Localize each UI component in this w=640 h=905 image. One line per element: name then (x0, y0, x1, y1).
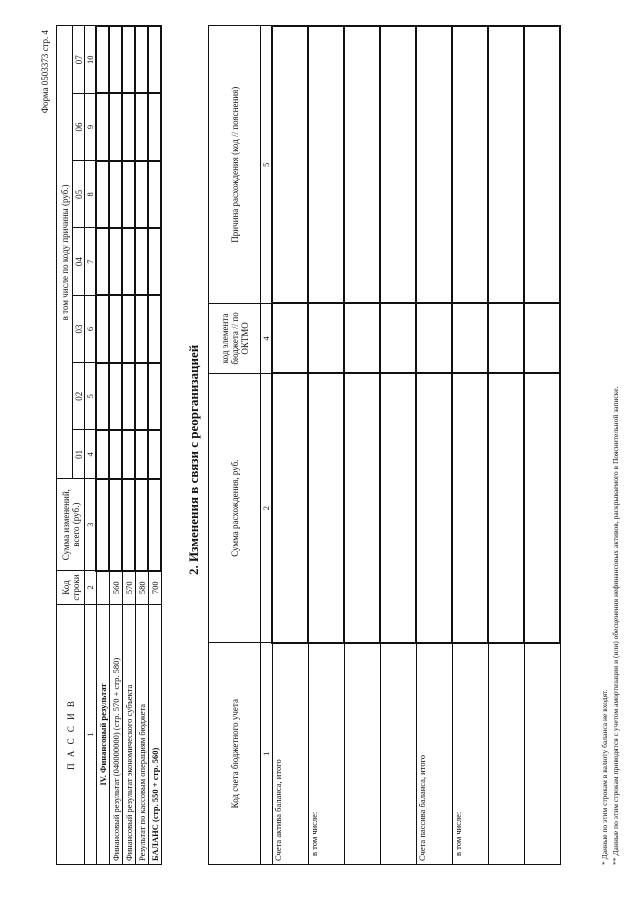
col-number: 4 (261, 304, 273, 374)
row-cell (122, 295, 135, 362)
row-cell (135, 93, 148, 160)
row-label: Счета актива баланса, итого (272, 643, 308, 865)
header-passiv: П А С С И В (57, 604, 85, 864)
row-cell (122, 430, 135, 479)
row-cell (122, 26, 135, 93)
row-cell (416, 373, 452, 642)
row-cell (488, 26, 524, 304)
row-cell (452, 373, 488, 642)
row-cell (135, 295, 148, 362)
row-cell (272, 26, 308, 304)
table-row (135, 26, 148, 865)
row-code: 570 (122, 571, 135, 605)
row-cell (488, 373, 524, 642)
header-sum: Сумма расхождения, руб. (209, 373, 261, 642)
row-cell (524, 373, 560, 642)
row-cell (135, 161, 148, 228)
col-number: 4 (85, 430, 97, 479)
row-cell (488, 304, 524, 374)
row-cell (109, 26, 122, 93)
row-cell (122, 161, 135, 228)
header-sum: Сумма изменений, всего (руб.) (57, 479, 85, 571)
row-cell (148, 93, 161, 160)
row-code (96, 571, 109, 605)
reason-code: 03 (73, 295, 85, 362)
row-label (344, 643, 380, 865)
col-number: 5 (261, 26, 273, 304)
row-cell (135, 430, 148, 479)
table-row (109, 26, 122, 865)
row-cell (109, 363, 122, 430)
col-number: 5 (85, 363, 97, 430)
row-cell (135, 26, 148, 93)
reason-code: 05 (73, 161, 85, 228)
row-label: БАЛАНС (стр. 550 + стр. 560) (148, 604, 161, 864)
table-row (524, 26, 560, 865)
reason-code: 06 (73, 93, 85, 160)
col-number: 1 (261, 643, 273, 865)
row-cell (109, 228, 122, 295)
col-number: 2 (85, 571, 97, 605)
col-number: 1 (85, 604, 97, 864)
row-cell (109, 295, 122, 362)
col-number: 2 (261, 373, 273, 642)
footnote-2: ** Данные по этим строкам приводятся с учетом амортизации и (или) обесценения нефинансовых активов, раскрываемого в Пояснительной записке. (611, 386, 620, 865)
row-cell (96, 228, 109, 295)
row-cell (148, 161, 161, 228)
row-label: в том числе: (452, 643, 488, 865)
row-cell (148, 479, 161, 571)
row-label: Финансовый результат (040000000) (стр. 570 + стр. 580) (109, 604, 122, 864)
row-cell (452, 26, 488, 304)
row-label: в том числе: (308, 643, 344, 865)
row-cell (416, 26, 452, 304)
row-cell (96, 430, 109, 479)
reason-code: 04 (73, 228, 85, 295)
row-cell (148, 363, 161, 430)
header-account: Код счета бюджетного учета (209, 643, 261, 865)
row-cell (122, 479, 135, 571)
table-row (122, 26, 135, 865)
row-cell (135, 228, 148, 295)
table-row (416, 26, 452, 865)
row-cell (148, 295, 161, 362)
row-cell (344, 373, 380, 642)
row-code: 700 (148, 571, 161, 605)
row-cell (524, 26, 560, 304)
row-cell (380, 304, 416, 374)
row-cell (344, 26, 380, 304)
row-label: Результат по кассовым операциям бюджета (135, 604, 148, 864)
row-label: IV. Финансовый результат (96, 604, 109, 864)
col-number: 7 (85, 228, 97, 295)
row-cell (109, 430, 122, 479)
col-number: 6 (85, 295, 97, 362)
row-cell (416, 304, 452, 374)
table-row (96, 26, 109, 865)
row-cell (148, 228, 161, 295)
row-cell (109, 161, 122, 228)
header-reason: Причина расхождения (код // пояснения) (209, 26, 261, 304)
row-cell (122, 363, 135, 430)
table-row (452, 26, 488, 865)
table-row (380, 26, 416, 865)
row-cell (96, 93, 109, 160)
footnote-1: * Данные по этим строкам в валюту баланса не входят. (600, 689, 609, 865)
row-cell (135, 363, 148, 430)
reason-code: 07 (73, 26, 85, 93)
row-cell (96, 363, 109, 430)
row-label: Счета пассива баланса, итого (416, 643, 452, 865)
table-row (148, 26, 161, 865)
row-label (524, 643, 560, 865)
row-cell (96, 479, 109, 571)
row-cell (272, 304, 308, 374)
header-code: Код строки (57, 571, 85, 605)
row-cell (96, 26, 109, 93)
row-label: Финансовый результат экономического субъекта (122, 604, 135, 864)
form-label: Форма 0503373 стр. 4 (40, 30, 50, 114)
col-number: 3 (85, 479, 97, 571)
row-cell (452, 304, 488, 374)
row-cell (109, 479, 122, 571)
col-number: 9 (85, 93, 97, 160)
table-row (488, 26, 524, 865)
row-cell (109, 93, 122, 160)
row-cell (344, 304, 380, 374)
header-reasons: в том числе по коду причины (руб.) (57, 26, 73, 479)
row-cell (148, 26, 161, 93)
row-cell (308, 373, 344, 642)
row-cell (308, 304, 344, 374)
row-cell (148, 430, 161, 479)
table-row (344, 26, 380, 865)
table-row (272, 26, 308, 865)
row-code: 560 (109, 571, 122, 605)
row-code: 580 (135, 571, 148, 605)
table-row (308, 26, 344, 865)
row-cell (122, 228, 135, 295)
row-label (380, 643, 416, 865)
row-label (488, 643, 524, 865)
row-cell (380, 373, 416, 642)
row-cell (122, 93, 135, 160)
passiv-table (56, 25, 162, 865)
col-number: 8 (85, 161, 97, 228)
row-cell (380, 26, 416, 304)
section-title: 2. Изменения в связи с реорганизацией (186, 344, 201, 575)
col-number: 10 (85, 26, 97, 93)
reason-code: 01 (73, 430, 85, 479)
row-cell (96, 161, 109, 228)
row-cell (524, 304, 560, 374)
row-cell (96, 295, 109, 362)
row-cell (135, 479, 148, 571)
header-kbk: код элемента бюджета // по ОКТМО (209, 304, 261, 374)
reorganization-table (208, 25, 561, 865)
row-cell (308, 26, 344, 304)
reason-code: 02 (73, 363, 85, 430)
row-cell (272, 373, 308, 642)
